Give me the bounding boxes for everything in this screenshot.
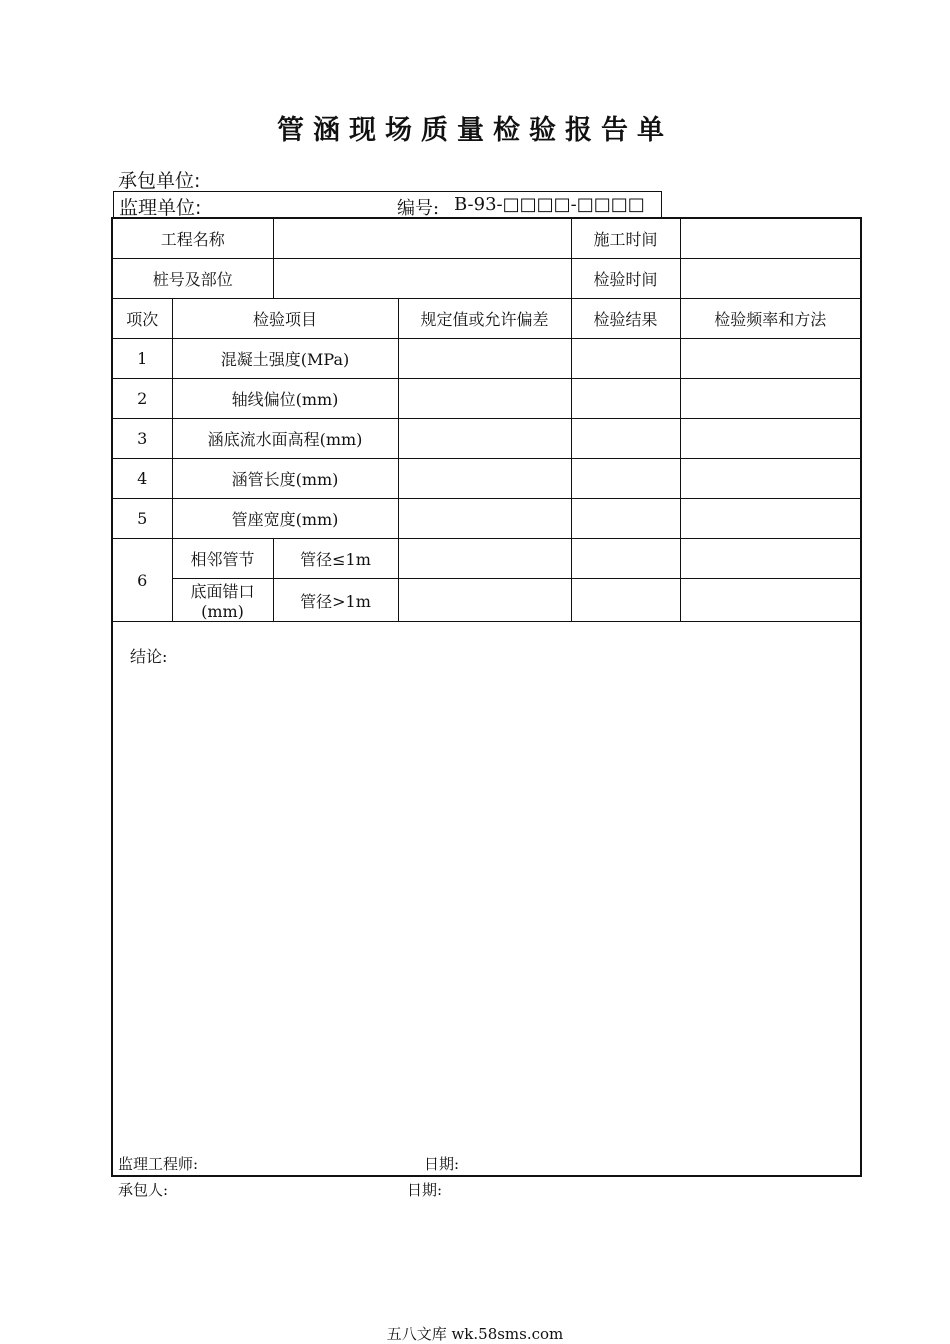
table-header-row [112, 299, 861, 339]
tolerance-cell[interactable] [398, 419, 571, 459]
construction-time-field[interactable] [680, 218, 861, 259]
station-label: 桩号及部位 [112, 259, 273, 299]
result-cell[interactable] [571, 379, 680, 419]
conclusion-row [112, 622, 861, 1177]
table-row [112, 419, 861, 459]
engineer-label: 监理工程师: [118, 1155, 199, 1173]
result-cell[interactable] [571, 499, 680, 539]
table-row [112, 379, 861, 419]
row-condition: 管径>1m [273, 579, 398, 622]
contractor-person-label: 承包人: [118, 1181, 169, 1199]
table-row [112, 218, 861, 259]
project-name-field[interactable] [273, 218, 571, 259]
row-number: 6 [112, 539, 172, 622]
project-name-label: 工程名称 [112, 218, 273, 259]
tolerance-cell[interactable] [398, 459, 571, 499]
frequency-cell[interactable] [680, 339, 861, 379]
row-number: 2 [112, 379, 172, 419]
code-value: B-93-□□□□-□□□□ [454, 194, 645, 215]
frequency-cell[interactable] [680, 379, 861, 419]
column-header-frequency: 检验频率和方法 [680, 299, 861, 339]
result-cell[interactable] [571, 579, 680, 622]
table-row [112, 539, 861, 579]
row-item: 涵管长度(mm) [172, 459, 398, 499]
tolerance-cell[interactable] [398, 539, 571, 579]
conclusion-field[interactable] [112, 622, 861, 1177]
row-item: 管座宽度(mm) [172, 499, 398, 539]
result-cell[interactable] [571, 419, 680, 459]
row-number: 1 [112, 339, 172, 379]
tolerance-cell[interactable] [398, 339, 571, 379]
tolerance-cell[interactable] [398, 499, 571, 539]
frequency-cell[interactable] [680, 579, 861, 622]
row-number: 4 [112, 459, 172, 499]
contractor-label: 承包单位: [118, 170, 201, 192]
conclusion-label: 结论: [130, 647, 168, 666]
result-cell[interactable] [571, 539, 680, 579]
row-number: 5 [112, 499, 172, 539]
row-number: 3 [112, 419, 172, 459]
column-header-inspection-item: 检验项目 [172, 299, 398, 339]
engineer-date-label: 日期: [424, 1155, 460, 1173]
frequency-cell[interactable] [680, 419, 861, 459]
row-item: 相邻管节 [172, 539, 273, 579]
supervisor-label: 监理单位: [119, 197, 202, 219]
inspection-time-label: 检验时间 [571, 259, 680, 299]
result-cell[interactable] [571, 339, 680, 379]
tolerance-cell[interactable] [398, 379, 571, 419]
inspection-table [111, 217, 862, 1177]
row-item: 底面错口(mm) [172, 579, 273, 622]
row-item: 混凝土强度(MPa) [172, 339, 398, 379]
table-row [112, 499, 861, 539]
table-row [112, 339, 861, 379]
construction-time-label: 施工时间 [571, 218, 680, 259]
row-item: 涵底流水面高程(mm) [172, 419, 398, 459]
table-row [112, 579, 861, 622]
table-row [112, 459, 861, 499]
row-item: 轴线偏位(mm) [172, 379, 398, 419]
column-header-tolerance: 规定值或允许偏差 [398, 299, 571, 339]
table-row [112, 259, 861, 299]
supervisor-row [113, 191, 662, 218]
column-header-item-no: 项次 [112, 299, 172, 339]
inspection-time-field[interactable] [680, 259, 861, 299]
column-header-result: 检验结果 [571, 299, 680, 339]
code-label: 编号: [397, 198, 440, 219]
contractor-date-label: 日期: [407, 1181, 443, 1199]
frequency-cell[interactable] [680, 459, 861, 499]
frequency-cell[interactable] [680, 539, 861, 579]
tolerance-cell[interactable] [398, 579, 571, 622]
page-title: 管涵现场质量检验报告单 [277, 115, 673, 146]
row-condition: 管径≤1m [273, 539, 398, 579]
station-field[interactable] [273, 259, 571, 299]
result-cell[interactable] [571, 459, 680, 499]
frequency-cell[interactable] [680, 499, 861, 539]
watermark: 五八文库 wk.58sms.com [386, 1325, 564, 1343]
